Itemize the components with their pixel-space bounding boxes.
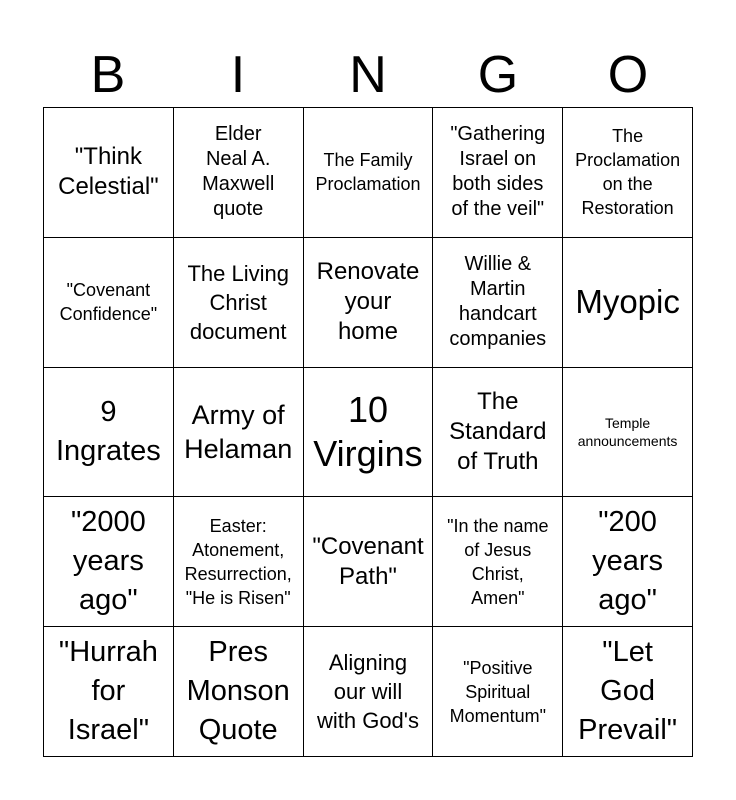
bingo-cell-r3c5[interactable] xyxy=(563,368,693,498)
bingo-cell-r1c3[interactable] xyxy=(304,108,434,238)
bingo-cell-r4c5[interactable] xyxy=(563,497,693,627)
cell-text: Willie & Martin handcart companies xyxy=(449,253,547,351)
cell-text: 10 Virgins xyxy=(313,388,423,474)
bingo-board xyxy=(43,107,693,757)
bingo-cell-r4c4[interactable] xyxy=(433,497,563,627)
bingo-cell-r5c4[interactable] xyxy=(433,627,563,757)
cell-text: 9 Ingrates xyxy=(56,395,161,467)
bingo-cell-r2c2[interactable] xyxy=(174,238,304,368)
cell-text: Army of Helaman xyxy=(184,399,293,464)
cell-text: "Gathering Israel on both sides of the veil" xyxy=(450,123,546,221)
bingo-cell-r4c3[interactable] xyxy=(304,497,434,627)
cell-text: Renovate your home xyxy=(316,258,420,346)
cell-text: Aligning our will with God's xyxy=(316,650,419,734)
cell-text: The Proclamation on the Restoration xyxy=(575,126,681,219)
cell-text: "Covenant Path" xyxy=(312,532,424,590)
bingo-cell-r2c4[interactable] xyxy=(433,238,563,368)
cell-text: "Think Celestial" xyxy=(58,143,159,201)
header-letter-i: I xyxy=(230,46,246,104)
cell-text: The Standard of Truth xyxy=(449,387,547,475)
header-letter-o: O xyxy=(607,46,649,104)
bingo-cell-r3c3[interactable] xyxy=(304,368,434,498)
bingo-cell-r1c1[interactable] xyxy=(44,108,174,238)
bingo-cell-r3c1[interactable] xyxy=(44,368,174,498)
bingo-cell-r2c5[interactable] xyxy=(563,238,693,368)
bingo-cell-r1c2[interactable] xyxy=(174,108,304,238)
bingo-cell-r2c1[interactable] xyxy=(44,238,174,368)
cell-text: "Let God Prevail" xyxy=(578,636,678,747)
bingo-cell-r4c2[interactable] xyxy=(174,497,304,627)
bingo-cell-r5c3[interactable] xyxy=(304,627,434,757)
header-letter-b: B xyxy=(90,46,126,104)
bingo-header xyxy=(43,42,693,108)
cell-text: Elder Neal A. Maxwell quote xyxy=(202,123,275,221)
cell-text: The Family Proclamation xyxy=(315,150,421,195)
bingo-cell-r4c1[interactable] xyxy=(44,497,174,627)
cell-text: Temple announcements xyxy=(577,414,678,449)
bingo-cell-r1c5[interactable] xyxy=(563,108,693,238)
cell-text: "In the name of Jesus Christ, Amen" xyxy=(447,515,549,608)
cell-text: "Hurrah for Israel" xyxy=(58,636,158,747)
cell-text: "200 years ago" xyxy=(592,506,664,617)
cell-text: Myopic xyxy=(575,283,680,321)
cell-text: "Positive Spiritual Momentum" xyxy=(449,657,546,726)
cell-text: The Living Christ document xyxy=(187,260,289,344)
bingo-cell-r3c2[interactable] xyxy=(174,368,304,498)
header-letter-g: G xyxy=(477,46,519,104)
cell-text: "2000 years ago" xyxy=(70,506,146,617)
bingo-cell-r5c1[interactable] xyxy=(44,627,174,757)
bingo-cell-r5c2[interactable] xyxy=(174,627,304,757)
cell-text: Easter: Atonement, Resurrection, "He is Risen" xyxy=(184,515,292,608)
bingo-cell-r3c4[interactable] xyxy=(433,368,563,498)
header-letter-n: N xyxy=(349,46,387,104)
cell-text: Pres Monson Quote xyxy=(186,636,290,747)
cell-text: "Covenant Confidence" xyxy=(59,280,158,325)
bingo-cell-r2c3[interactable] xyxy=(304,238,434,368)
bingo-cell-r5c5[interactable] xyxy=(563,627,693,757)
bingo-cell-r1c4[interactable] xyxy=(433,108,563,238)
